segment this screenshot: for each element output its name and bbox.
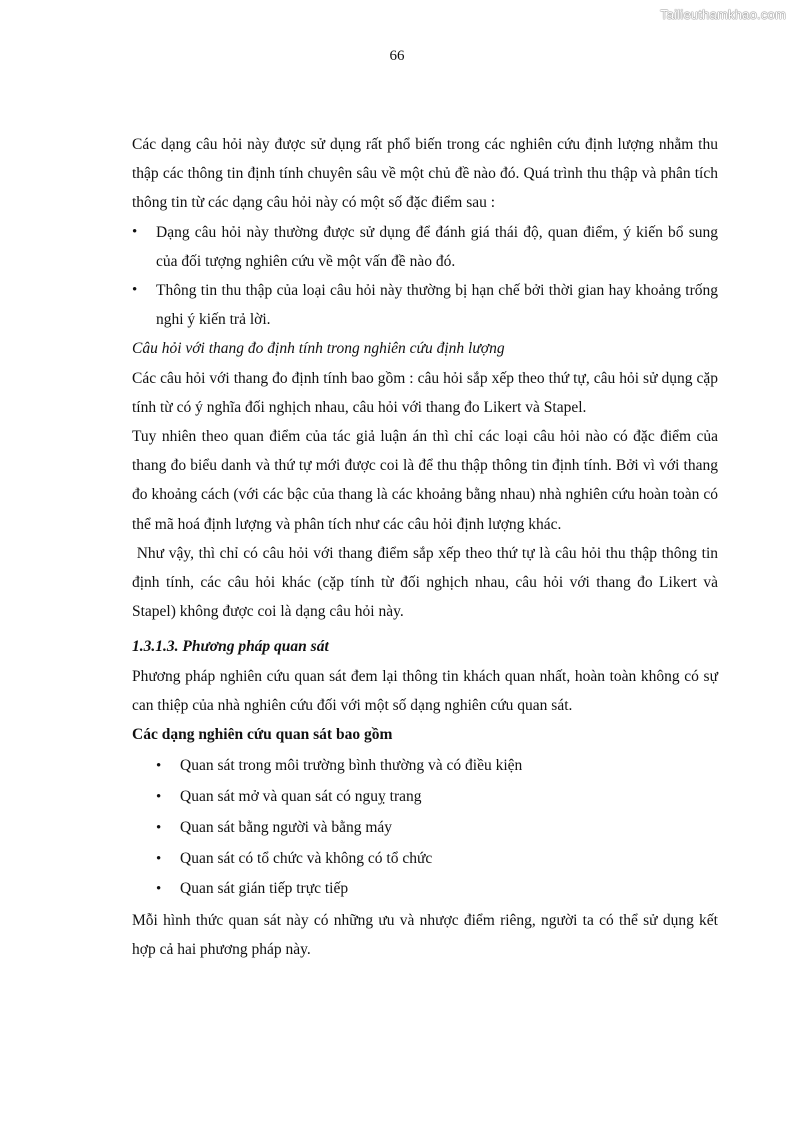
document-body xyxy=(132,130,722,965)
paragraph: Phương pháp nghiên cứu quan sát đem lại thông tin khách quan nhất, hoàn toàn không có sự can thiệp của nhà nghiên cứu đối với một số dạng nghiên cứu quan sát. xyxy=(132,667,718,714)
bullet-list xyxy=(132,751,718,905)
list-item: • Quan sát mở và quan sát có nguỵ trang xyxy=(132,782,718,813)
paragraph: Các dạng câu hỏi này được sử dụng rất phổ biến trong các nghiên cứu định lượng nhằm thu thập các thông tin định tính chuyên sâu về một chủ đề nào đó. Quá trình thu thập và phân tích thông tin từ các dạng câu hỏi này có một số đặc điểm sau : xyxy=(132,136,718,212)
bullet-list xyxy=(132,218,718,335)
paragraph: Tuy nhiên theo quan điểm của tác giả luận án thì chỉ các loại câu hỏi nào có đặc điểm của thang đo biểu danh và thứ tự mới được coi là để thu thập thông tin định tính. Bởi vì với thang đo khoảng cách (với các bậc của thang là các khoảng bằng nhau) nhà nghiên cứu hoàn toàn có thể mã hoá định lượng và phân tích như các câu hỏi định lượng khác. xyxy=(132,428,718,533)
paragraph: Như vậy, thì chỉ có câu hỏi với thang điểm sắp xếp theo thứ tự là câu hỏi thu thập thông tin định tính, các câu hỏi khác (cặp tính từ đối nghịch nhau, câu hỏi với thang đo Likert và Stapel) không được coi là dạng câu hỏi này. xyxy=(132,544,722,621)
list-item: • Quan sát có tổ chức và không có tổ chức xyxy=(132,844,718,875)
watermark-text: Tailieuthamkhao.com xyxy=(660,7,786,22)
subheading: Câu hỏi với thang đo định tính trong nghiên cứu định lượng xyxy=(132,340,505,358)
page-number: 66 xyxy=(389,48,405,64)
list-item: • Quan sát trong môi trường bình thường và có điều kiện xyxy=(132,751,718,782)
paragraph: Mỗi hình thức quan sát này có những ưu và nhược điểm riêng, người ta có thể sử dụng kết hợp cả hai phương pháp này. xyxy=(132,912,718,959)
list-item: • Dạng câu hỏi này thường được sử dụng để đánh giá thái độ, quan điểm, ý kiến bổ sung của đối tượng nghiên cứu về một vấn đề nào đó. xyxy=(132,218,718,276)
list-item: • Quan sát gián tiếp trực tiếp xyxy=(132,874,718,905)
list-item: • Quan sát bằng người và bằng máy xyxy=(132,813,718,844)
paragraph: Các câu hỏi với thang đo định tính bao gồm : câu hỏi sắp xếp theo thứ tự, câu hỏi sử dụng cặp tính từ có ý nghĩa đối nghịch nhau, câu hỏi với thang đo Likert và Stapel. xyxy=(132,369,718,416)
section-heading: 1.3.1.3. Phương pháp quan sát xyxy=(132,638,329,656)
list-item: • Thông tin thu thập của loại câu hỏi này thường bị hạn chế bởi thời gian hay khoảng trống nghi ý kiến trả lời. xyxy=(132,276,718,334)
bold-label: Các dạng nghiên cứu quan sát bao gồm xyxy=(132,726,393,744)
